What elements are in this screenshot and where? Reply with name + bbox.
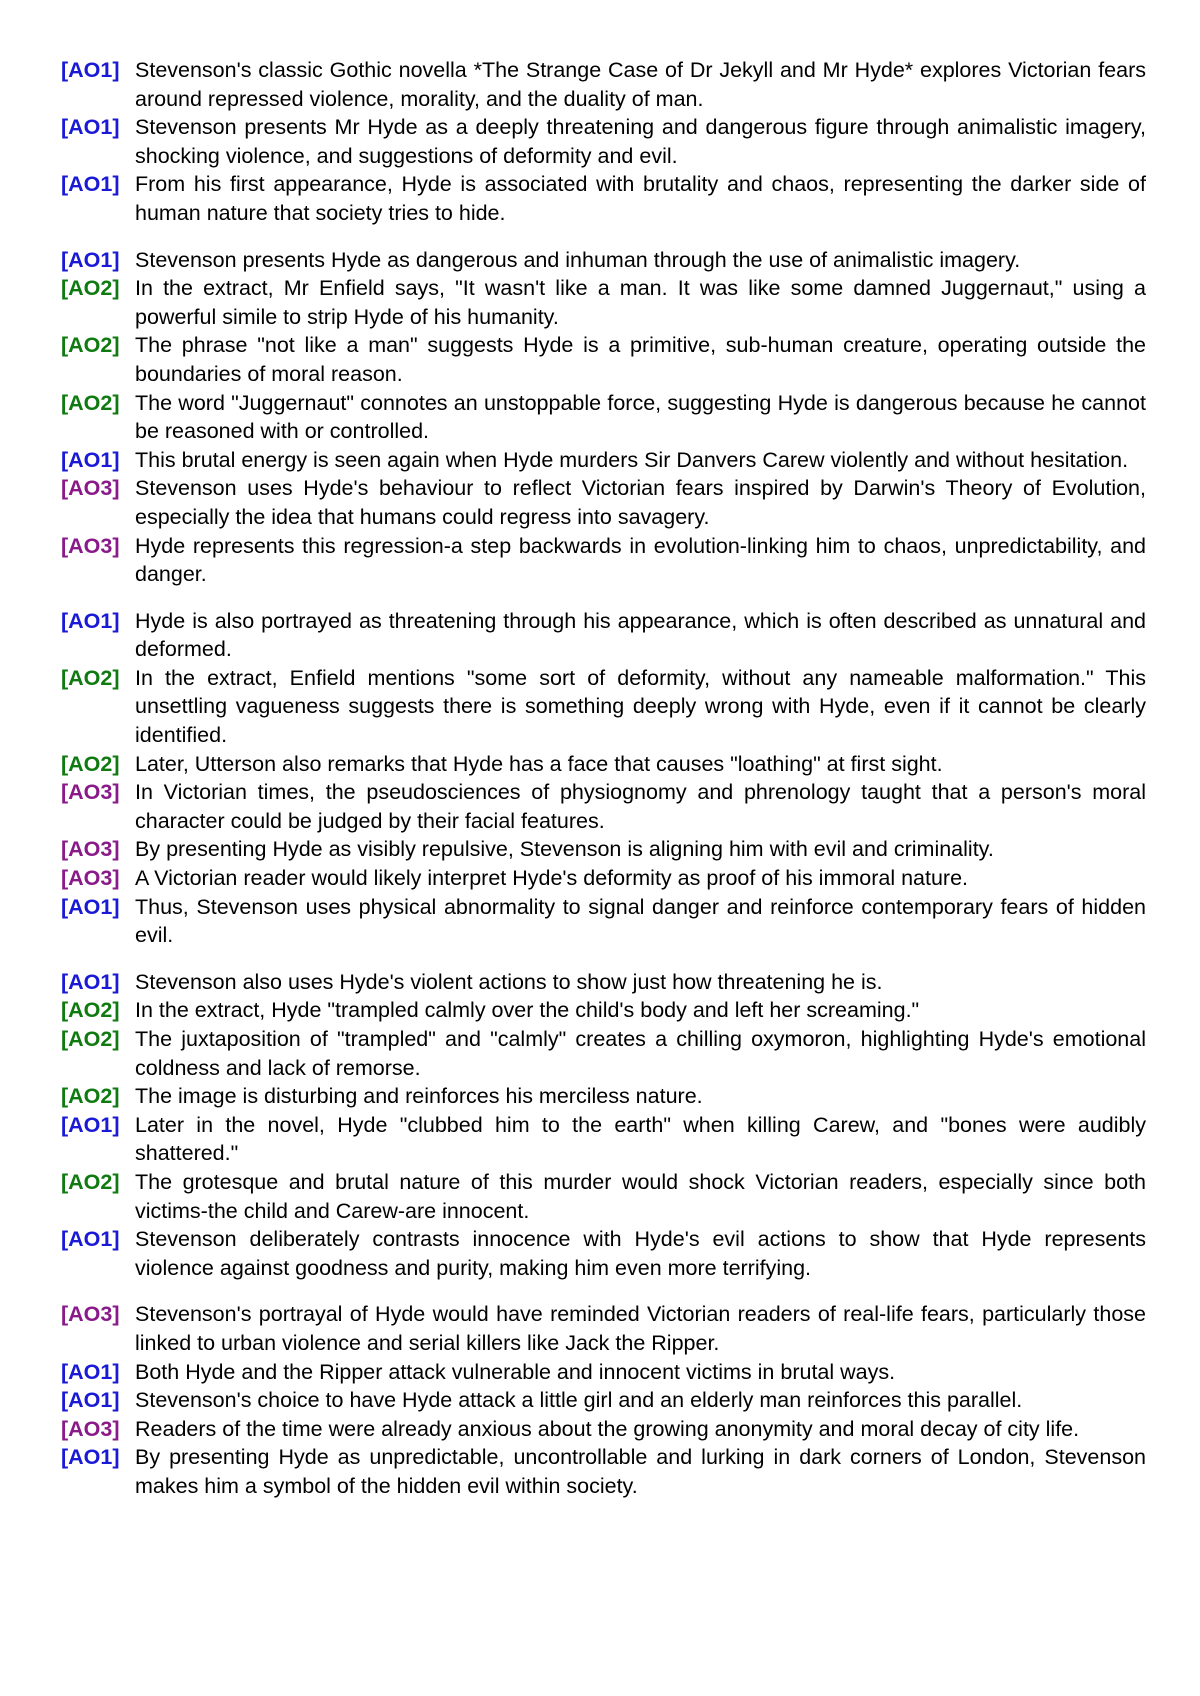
assessment-objective-tag: [AO3]	[61, 476, 120, 501]
essay-paragraph	[61, 56, 1146, 228]
assessment-line	[61, 113, 1146, 170]
assessment-objective-tag: [AO2]	[61, 333, 120, 358]
assessment-objective-tag: [AO2]	[61, 751, 120, 776]
line-text: Stevenson's classic Gothic novella *The Strange Case of Dr Jekyll and Mr Hyde* explores Victorian fears around repressed violence, morality, and the duality of man.	[135, 58, 1146, 111]
line-text: Stevenson presents Hyde as dangerous and inhuman through the use of animalistic imagery.	[135, 247, 1021, 272]
assessment-objective-tag: [AO2]	[61, 1169, 120, 1194]
line-text: By presenting Hyde as visibly repulsive, Stevenson is aligning him with evil and criminality.	[135, 837, 994, 862]
assessment-line	[61, 274, 1146, 331]
assessment-objective-tag: [AO3]	[61, 866, 120, 891]
line-text: In Victorian times, the pseudosciences of physiognomy and phrenology taught that a person's moral character could be judged by their facial features.	[135, 780, 1146, 833]
assessment-line	[61, 1111, 1146, 1168]
line-text: Later in the novel, Hyde "clubbed him to the earth" when killing Carew, and "bones were audibly shattered."	[135, 1112, 1146, 1166]
assessment-objective-tag: [AO1]	[61, 1388, 120, 1413]
assessment-objective-tag: [AO1]	[61, 172, 120, 197]
line-text: The grotesque and brutal nature of this murder would shock Victorian readers, especially since both victims-the child and Carew-are innocent.	[135, 1169, 1146, 1223]
assessment-line	[61, 996, 1146, 1025]
line-text: In the extract, Hyde "trampled calmly over the child's body and left her screaming."	[135, 998, 920, 1023]
assessment-line	[61, 532, 1146, 589]
line-text: Stevenson deliberately contrasts innocence with Hyde's evil actions to show that Hyde represents violence against goodness and purity, making him even more terrifying.	[135, 1227, 1146, 1280]
assessment-objective-tag: [AO1]	[61, 1227, 120, 1252]
assessment-line	[61, 1082, 1146, 1111]
line-text: The juxtaposition of "trampled" and "calmly" creates a chilling oxymoron, highlighting Hyde's emotional coldness and lack of remorse.	[135, 1027, 1146, 1080]
assessment-line	[61, 331, 1146, 388]
line-text: Hyde represents this regression-a step backwards in evolution-linking him to chaos, unpredictability, and danger.	[135, 533, 1146, 587]
line-text: Stevenson's portrayal of Hyde would have reminded Victorian readers of real-life fears, particularly those linked to urban violence and serial killers like Jack the Ripper.	[135, 1302, 1146, 1355]
line-text: In the extract, Mr Enfield says, "It wasn't like a man. It was like some damned Juggernaut," using a powerful simile to strip Hyde of his humanity.	[135, 276, 1146, 329]
essay-paragraph	[61, 1300, 1146, 1500]
line-text: Later, Utterson also remarks that Hyde has a face that causes "loathing" at first sight.	[135, 751, 943, 776]
line-text: Both Hyde and the Ripper attack vulnerable and innocent victims in brutal ways.	[135, 1359, 896, 1384]
assessment-objective-tag: [AO1]	[61, 608, 120, 633]
assessment-objective-tag: [AO1]	[61, 247, 120, 272]
line-text: Readers of the time were already anxious about the growing anonymity and moral decay of city life.	[135, 1416, 1080, 1441]
line-text: The phrase "not like a man" suggests Hyde is a primitive, sub-human creature, operating outside the boundaries of moral reason.	[135, 333, 1146, 386]
assessment-line	[61, 446, 1146, 475]
assessment-line	[61, 56, 1146, 113]
line-text: Stevenson uses Hyde's behaviour to reflect Victorian fears inspired by Darwin's Theory of Evolution, especially the idea that humans could regress into savagery.	[135, 476, 1146, 529]
line-text: Stevenson's choice to have Hyde attack a little girl and an elderly man reinforces this parallel.	[135, 1388, 1023, 1413]
assessment-line	[61, 835, 1146, 864]
essay-paragraph	[61, 607, 1146, 950]
assessment-line	[61, 1443, 1146, 1500]
assessment-line	[61, 1415, 1146, 1444]
assessment-objective-tag: [AO1]	[61, 969, 120, 994]
assessment-objective-tag: [AO2]	[61, 1084, 120, 1109]
assessment-line	[61, 1358, 1146, 1387]
assessment-objective-tag: [AO2]	[61, 998, 120, 1023]
line-text: A Victorian reader would likely interpret Hyde's deformity as proof of his immoral nature.	[135, 866, 969, 891]
line-text: The image is disturbing and reinforces his merciless nature.	[135, 1084, 703, 1109]
line-text: This brutal energy is seen again when Hyde murders Sir Danvers Carew violently and without hesitation.	[135, 447, 1129, 472]
line-text: In the extract, Enfield mentions "some sort of deformity, without any nameable malformation." This unsettling vagueness suggests there is something deeply wrong with Hyde, even if it cannot be clearly identified.	[135, 665, 1146, 748]
assessment-line	[61, 1225, 1146, 1282]
assessment-line	[61, 864, 1146, 893]
assessment-objective-tag: [AO2]	[61, 390, 120, 415]
assessment-objective-tag: [AO1]	[61, 1359, 120, 1384]
assessment-line	[61, 664, 1146, 750]
assessment-line	[61, 607, 1146, 664]
assessment-objective-tag: [AO1]	[61, 58, 120, 82]
line-text: The word "Juggernaut" connotes an unstoppable force, suggesting Hyde is dangerous because he cannot be reasoned with or controlled.	[135, 390, 1146, 444]
assessment-line	[61, 389, 1146, 446]
assessment-objective-tag: [AO3]	[61, 837, 120, 862]
line-text: Thus, Stevenson uses physical abnormality to signal danger and reinforce contemporary fears of hidden evil.	[135, 894, 1146, 948]
assessment-objective-tag: [AO1]	[61, 115, 120, 140]
assessment-line	[61, 1168, 1146, 1225]
essay-paragraph	[61, 968, 1146, 1283]
essay-paragraph	[61, 246, 1146, 589]
assessment-line	[61, 1386, 1146, 1415]
line-text: Hyde is also portrayed as threatening through his appearance, which is often described as unnatural and deformed.	[135, 608, 1146, 662]
line-text: Stevenson presents Mr Hyde as a deeply threatening and dangerous figure through animalistic imagery, shocking violence, and suggestions of deformity and evil.	[135, 115, 1146, 168]
assessment-objective-tag: [AO3]	[61, 1416, 120, 1441]
assessment-objective-tag: [AO2]	[61, 276, 120, 301]
assessment-line	[61, 474, 1146, 531]
assessment-line	[61, 968, 1146, 997]
assessment-line	[61, 246, 1146, 275]
assessment-objective-tag: [AO1]	[61, 1445, 120, 1470]
assessment-objective-tag: [AO1]	[61, 894, 120, 919]
assessment-line	[61, 170, 1146, 227]
essay-document	[61, 56, 1146, 1519]
assessment-objective-tag: [AO3]	[61, 1302, 120, 1327]
assessment-objective-tag: [AO2]	[61, 665, 120, 690]
assessment-objective-tag: [AO2]	[61, 1027, 120, 1051]
line-text: From his first appearance, Hyde is associated with brutality and chaos, representing the darker side of human nature that society tries to hide.	[135, 172, 1146, 225]
line-text: Stevenson also uses Hyde's violent actions to show just how threatening he is.	[135, 969, 883, 994]
assessment-line	[61, 1300, 1146, 1357]
assessment-objective-tag: [AO1]	[61, 1112, 120, 1137]
line-text: By presenting Hyde as unpredictable, uncontrollable and lurking in dark corners of London, Stevenson makes him a symbol of the hidden evil within society.	[135, 1445, 1146, 1498]
assessment-line	[61, 893, 1146, 950]
assessment-objective-tag: [AO3]	[61, 533, 120, 558]
assessment-objective-tag: [AO3]	[61, 780, 120, 805]
assessment-line	[61, 750, 1146, 779]
assessment-objective-tag: [AO1]	[61, 447, 120, 472]
assessment-line	[61, 778, 1146, 835]
assessment-line	[61, 1025, 1146, 1082]
